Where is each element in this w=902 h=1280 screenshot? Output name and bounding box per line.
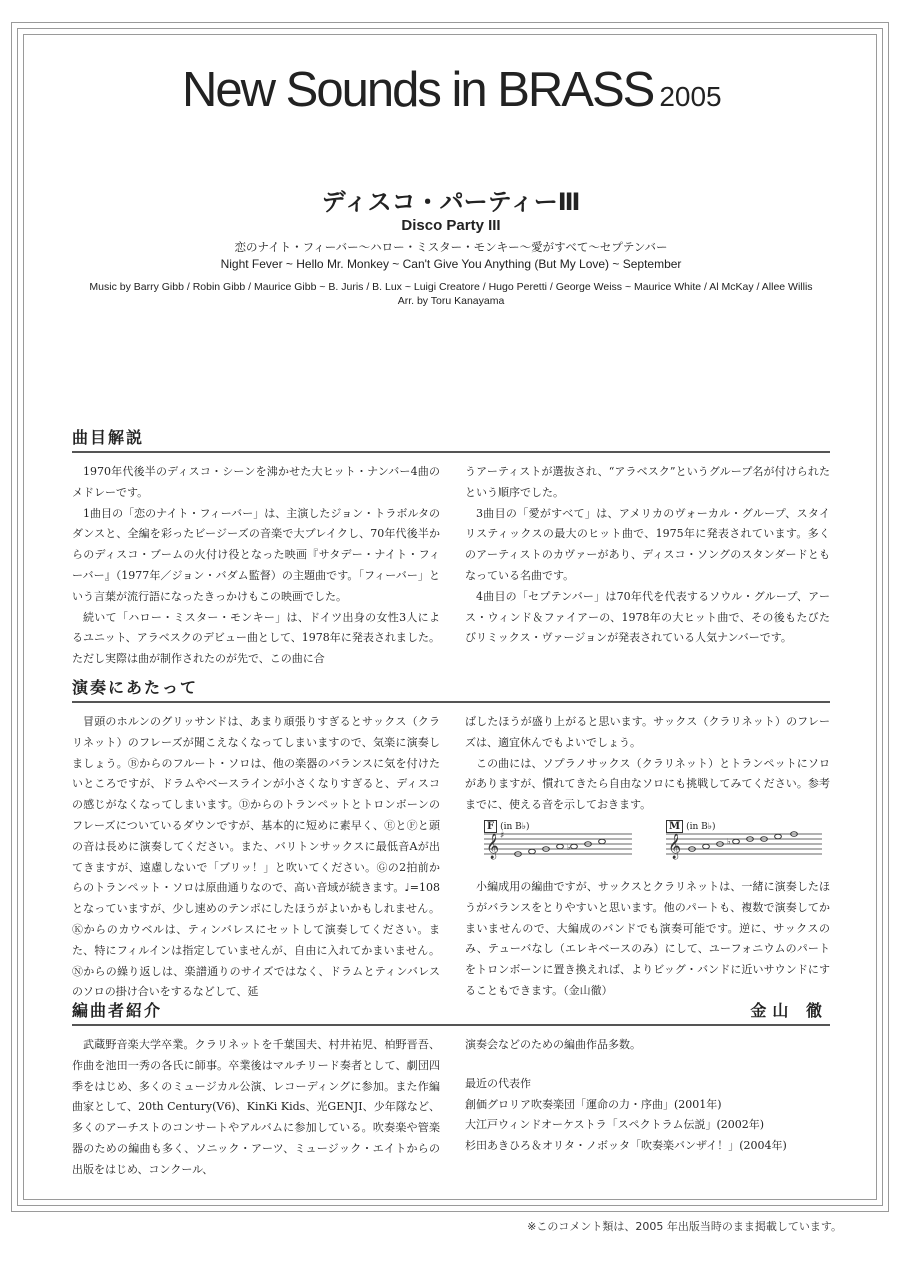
section-heading-commentary xyxy=(72,427,830,453)
arranged-by: Arr. by Toru Kanayama xyxy=(397,295,505,307)
svg-text:♭: ♭ xyxy=(567,843,571,852)
svg-text:♭: ♭ xyxy=(727,837,731,846)
rehearsal-mark-m: M xyxy=(666,820,683,833)
works-item: 創価グロリア吹奏楽団「運命の力・序曲」(2001年) xyxy=(465,1097,722,1111)
credits xyxy=(0,280,902,308)
paragraph: 小編成用の編曲ですが、サックスとクラリネットは、一緒に演奏したほうがバランスをとりやすいと思います。他のパートも、複数で演奏してかまいませんので、大編成のバンドでも演奏可能です。逆に、サックスのみ、テューバなし（エレキベースのみ）にして、ユーフォニウムのパートをトロンボーンに置き換えれば、よりビッグ・バンドに近いサウンドにすることもできます。（金山徹） xyxy=(465,880,830,997)
arranger-heading: 編曲者紹介 xyxy=(72,1001,163,1020)
svg-text:♯: ♯ xyxy=(500,831,505,841)
footer-note: ※このコメント類は、2005 年出版当時のまま掲載しています。 xyxy=(527,1220,842,1233)
works-item: 杉田あきひろ＆オリタ・ノボッタ「吹奏楽バンザイ！」(2004年) xyxy=(465,1139,787,1153)
range-m-sax xyxy=(666,814,826,862)
paragraph: 1970年代後半のディスコ・シーンを沸かせた大ヒット・ナンバー4曲のメドレーです。 xyxy=(72,465,440,499)
staff-f-icon xyxy=(484,826,634,862)
solo-note-ranges xyxy=(484,814,834,862)
paragraph: 演奏会などのための編曲作品多数。 xyxy=(465,1038,641,1051)
svg-text:𝄞: 𝄞 xyxy=(486,834,500,859)
medley-list-jp: 恋のナイト・フィーバー〜ハロー・ミスター・モンキー〜愛がすべて〜セプテンバー xyxy=(234,240,668,254)
works-item: 大江戸ウィンドオーケストラ「スペクトラム伝説」(2002年) xyxy=(465,1118,765,1132)
section-heading-arranger xyxy=(72,1000,830,1026)
paragraph: 4曲目の「セプテンバー」は70年代を代表するソウル・グループ、アース・ウィンド＆ファイアーの、1978年の大ヒット曲で、その後もたびたびリミックス・ヴァージョンが発表されている人気ナンバーです。 xyxy=(465,589,830,645)
range-m-label: (in B♭) xyxy=(686,822,716,832)
commentary-heading: 曲目解説 xyxy=(72,428,145,447)
section-heading-performance xyxy=(72,677,830,703)
paragraph: 武蔵野音楽大学卒業。クラリネットを千葉国夫、村井祐児、柏野晋吾、作曲を池田一秀の各氏に師事。卒業後はマルチリード奏者として、劇団四季をはじめ、多くのミュージカル公演、レコーディングに参加。また作編曲家として、20th Century(V6)、KinKi Kids、光GENJI、少年隊など、多くのアーチストのコンサートやアルバムに参加している。吹奏楽や管楽器のための編曲も多く、ソニック・アーツ、ミュージック・エイトからの出版をはじめ、コンクール、 xyxy=(72,1038,440,1176)
works-heading: 最近の代表作 xyxy=(465,1076,531,1090)
paragraph: 3曲目の「愛がすべて」は、アメリカのヴォーカル・グループ、スタイリスティックスの最大のヒット曲で、1975年に発表されています。多くのアーティストのカヴァーがあり、ディスコ・ソングのスタンダードともなっている名曲です。 xyxy=(465,506,830,582)
piece-title-en: Disco Party III xyxy=(401,217,501,234)
arranger-left-column xyxy=(72,1035,440,1181)
paragraph: うアーティストが選抜され、“アラベスク”というグループ名が付けられたという順序でした。 xyxy=(465,465,830,499)
medley-list-en: Night Fever ~ Hello Mr. Monkey ~ Can't Give You Anything (But My Love) ~ September xyxy=(220,257,682,271)
page-title xyxy=(182,62,722,125)
performance-right-column-top xyxy=(465,712,830,816)
range-f-label: (in B♭) xyxy=(500,822,530,832)
staff-m-icon xyxy=(666,826,826,862)
title-year: 2005 xyxy=(659,81,722,112)
piece-title-jp: ディスコ・パーティーⅢ xyxy=(321,188,581,216)
paragraph: この曲には、ソプラノサックス（クラリネット）とトランペットにソロがありますが、慣れてきたら自由なソロにも挑戦してみてください。参考までに、使える音を示しておきます。 xyxy=(465,756,830,812)
arranger-name: 金山 徹 xyxy=(750,1001,828,1020)
title-text: New Sounds in BRASS xyxy=(182,63,654,117)
range-f-trumpet xyxy=(484,814,634,862)
performance-left-column xyxy=(72,712,440,1003)
commentary-right-column xyxy=(465,462,830,649)
arranger-right-column xyxy=(465,1035,830,1157)
svg-text:𝄞: 𝄞 xyxy=(668,834,682,859)
performance-heading: 演奏にあたって xyxy=(72,678,199,697)
paragraph: ばしたほうが盛り上がると思います。サックス（クラリネット）のフレーズは、適宜休んでもよいでしょう。 xyxy=(465,715,830,749)
paragraph: 1曲目の「恋のナイト・フィーバー」は、主演したジョン・トラボルタのダンスと、全編を彩ったビージーズの音楽で大ブレイクし、70年代後半からのディスコ・ブームの火付け役となった映画『サタデー・ナイト・フィーバー』（1977年／ジョン・バダム監督）の主題曲です。「フィーバー」という言葉が流行語になったきっかけもこの映画でした。 xyxy=(72,506,440,603)
performance-right-column-bottom xyxy=(465,877,830,1002)
rehearsal-mark-f: F xyxy=(484,820,497,833)
paragraph: 冒頭のホルンのグリッサンドは、あまり頑張りすぎるとサックス（クラリネット）のフレーズが聞こえなくなってしまいますので、気楽に演奏しましょう。Ⓑからのフルート・ソロは、他の楽器のバランスに気を付けたいところですが、ドラムやベースラインが小さくなりすぎると、ディスコの感じがなくなってしまいます。Ⓓからのトランペットとトロンボーンのフレーズについているダウンですが、基本的に短めに素早く、ⒺとⒻと頭の音は長めに演奏してください。また、バリトンサックスに最低音Aが出てきますが、遠慮しないで「ブリッ！」と吹いてください。Ⓖの2拍前からのトランペット・ソロは原曲通りなので、高い音域が続きます。♩=108となっていますが、少し速めのテンポにしたほうがよいかもしれません。Ⓚからのカウベルは、ティンバレスにセットして演奏してください。また、特にフィルインは指定していませんが、自由に入れてかまいません。Ⓝからの繰り返しは、楽譜通りのサイズではなく、ドラムとティンバレスのソロの掛け合いをするなどして、延 xyxy=(72,715,440,999)
commentary-left-column xyxy=(72,462,440,670)
paragraph: 続いて「ハロー・ミスター・モンキー」は、ドイツ出身の女性3人によるユニット、アラベスクのデビュー曲として、1978年に発表されました。ただし実際は曲が制作されたのが先で、この曲に合 xyxy=(72,610,440,666)
music-by: Music by Barry Gibb / Robin Gibb / Maurice Gibb ~ B. Juris / B. Lux ~ Luigi Creatore / Hugo Peretti / George Weiss ~ Maurice White / Al McKay / Allee Willis xyxy=(89,281,813,293)
